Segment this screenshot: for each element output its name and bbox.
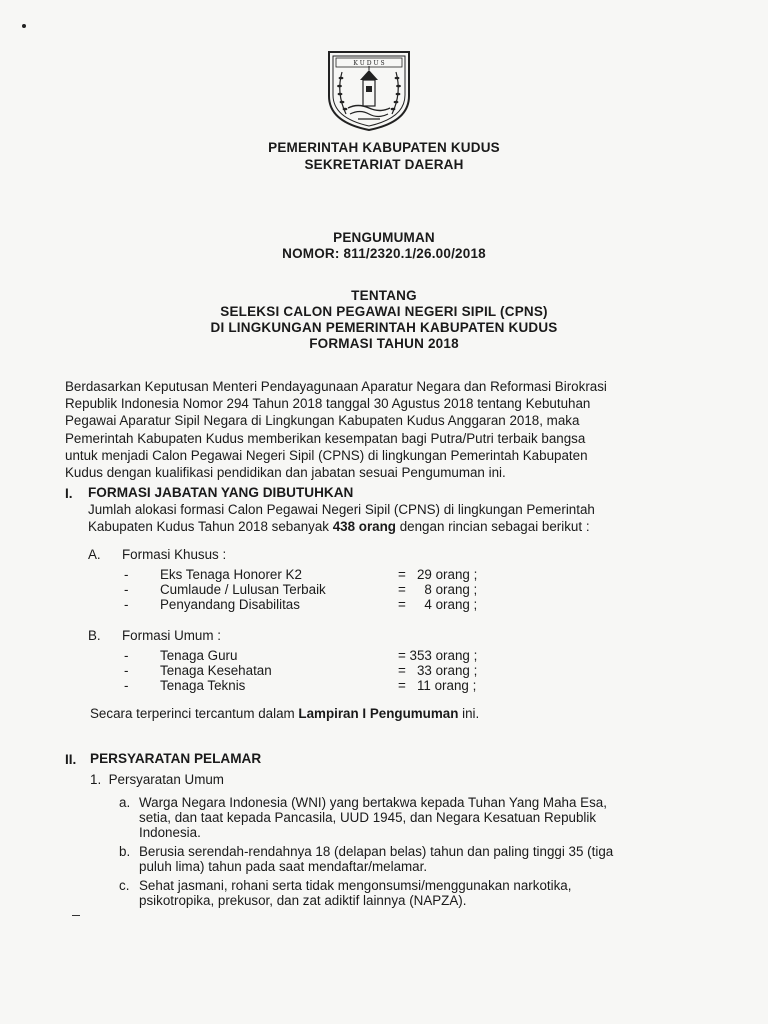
requirement-letter: c. [119,878,130,893]
section-1-title: FORMASI JABATAN YANG DIBUTUHKAN [88,485,354,500]
formation-label: Tenaga Kesehatan [160,663,272,678]
government-name: PEMERINTAH KABUPATEN KUDUS [268,140,500,155]
requirement-line: puluh lima) tahun pada saat mendaftar/melamar. [139,859,428,874]
section-2-numeral: II. [65,752,77,767]
section-1-line-2: Kabupaten Kudus Tahun 2018 sebanyak 438 orang dengan rincian sebagai berikut : [88,519,590,534]
total-formation: 438 orang [332,519,396,534]
scan-dot [22,24,26,28]
requirement-letter: b. [119,844,131,859]
subject-line-3: FORMASI TAHUN 2018 [309,336,459,351]
logo-label: K U D U S [353,60,385,67]
list-dash: - [124,663,129,678]
about-label: TENTANG [351,288,417,303]
list-dash: - [124,567,129,582]
requirement-line: Warga Negara Indonesia (WNI) yang bertakwa kepada Tuhan Yang Maha Esa, [139,795,607,810]
section-1-numeral: I. [65,486,73,501]
formation-value: = 8 orang ; [398,582,478,597]
kudus-coat-of-arms-icon [324,48,414,132]
formation-label: Eks Tenaga Honorer K2 [160,567,302,582]
group-b-letter: B. [88,628,101,643]
requirement-line: psikotropika, prekusor, dan zat adiktif lainnya (NAPZA). [139,893,467,908]
group-b-title: Formasi Umum : [122,628,221,643]
list-dash: - [124,582,129,597]
intro-line: Kudus dengan kualifikasi pendidikan dan jabatan sesuai Pengumuman ini. [65,465,506,481]
list-dash: - [124,597,129,612]
announcement-number: NOMOR: 811/2320.1/26.00/2018 [282,246,486,261]
requirement-line: Sehat jasmani, rohani serta tidak mengonsumsi/menggunakan narkotika, [139,878,572,893]
formation-value: = 11 orang ; [398,678,477,693]
intro-line: Pemerintah Kabupaten Kudus memberikan kesempatan bagi Putra/Putri terbaik bangsa [65,430,586,446]
department-name: SEKRETARIAT DAERAH [304,157,464,172]
formation-label: Tenaga Teknis [160,678,246,693]
intro-line: untuk menjadi Calon Pegawai Negeri Sipil (CPNS) di lingkungan Pemerintah Kabupaten [65,447,588,463]
group-a-title: Formasi Khusus : [122,547,227,562]
subject-line-1: SELEKSI CALON PEGAWAI NEGERI SIPIL (CPNS) [220,304,548,319]
intro-line: Berdasarkan Keputusan Menteri Pendayagunaan Aparatur Negara dan Reformasi Birokrasi [65,379,607,394]
intro-line: Pegawai Aparatur Sipil Negara di Lingkungan Kabupaten Kudus Anggaran 2018, maka [65,413,580,429]
requirement-line: Berusia serendah-rendahnya 18 (delapan belas) tahun dan paling tinggi 35 (tiga [139,844,614,859]
intro-paragraph [65,378,715,481]
requirement-letter: a. [119,795,131,810]
formation-value: = 4 orang ; [398,597,478,612]
formation-label: Cumlaude / Lulusan Terbaik [160,582,326,597]
section-1-line-1: Jumlah alokasi formasi Calon Pegawai Negeri Sipil (CPNS) di lingkungan Pemerintah [88,502,595,517]
scan-mark [72,915,80,916]
formation-label: Tenaga Guru [160,648,238,663]
list-dash: - [124,648,129,663]
formation-label: Penyandang Disabilitas [160,597,300,612]
intro-line: Republik Indonesia Nomor 294 Tahun 2018 tanggal 30 Agustus 2018 tentang Kebutuhan [65,396,591,412]
announcement-title: PENGUMUMAN [333,230,435,245]
subject-line-2: DI LINGKUNGAN PEMERINTAH KABUPATEN KUDUS [210,320,558,335]
requirement-line: Indonesia. [139,825,201,840]
general-requirements-heading: 1. Persyaratan Umum [90,772,224,787]
group-a-letter: A. [88,547,101,562]
list-dash: - [124,678,129,693]
requirement-line: setia, dan taat kepada Pancasila, UUD 1945, dan Negara Kesatuan Republik [139,810,597,825]
appendix-reference: Lampiran I Pengumuman [298,706,459,721]
section-2-title: PERSYARATAN PELAMAR [90,751,262,766]
formation-value: = 353 orang ; [398,648,478,663]
formation-value: = 33 orang ; [398,663,478,678]
formation-value: = 29 orang ; [398,567,478,582]
detail-reference: Secara terperinci tercantum dalam Lampiran I Pengumuman ini. [90,706,480,721]
